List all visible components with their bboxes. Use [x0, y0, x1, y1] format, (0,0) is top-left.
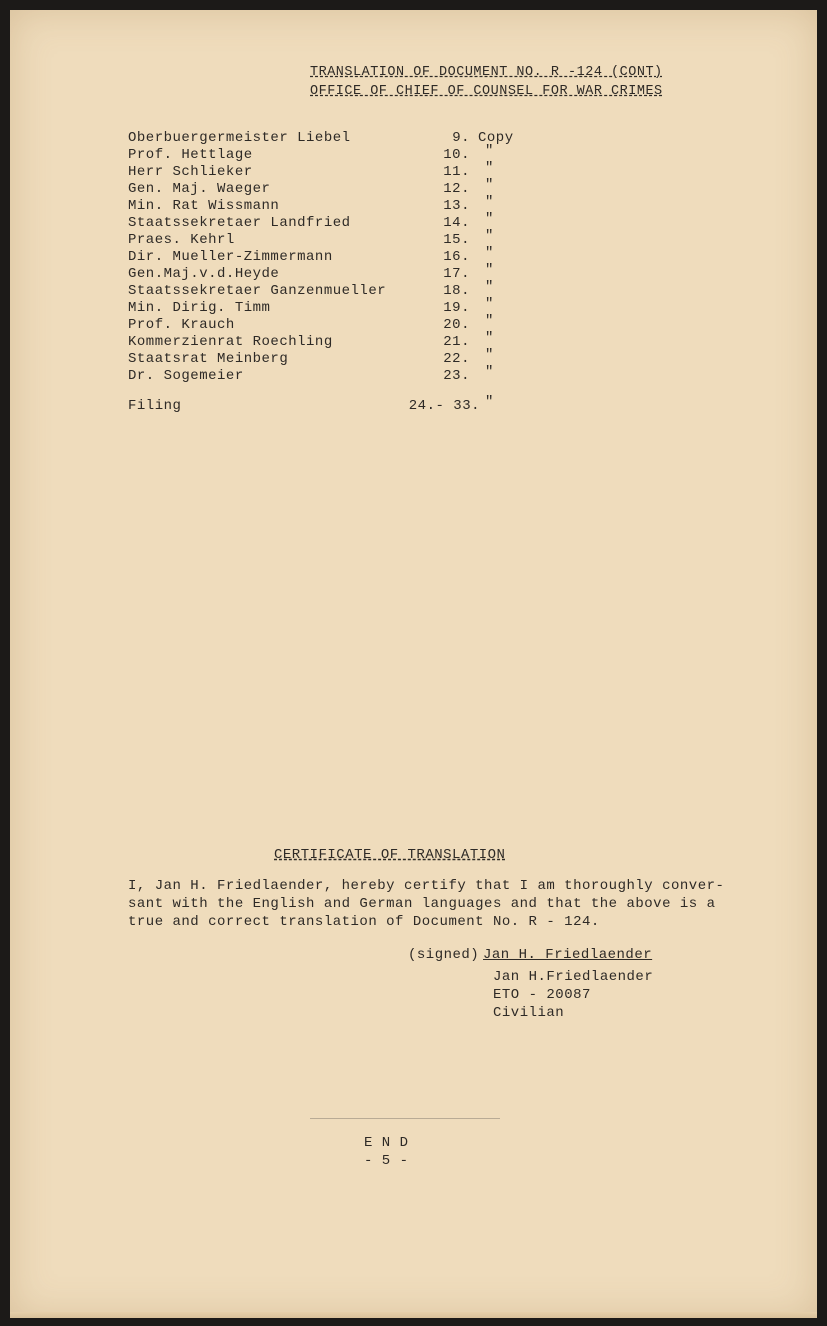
filing-name: Filing: [128, 398, 182, 414]
distribution-ditto-mark: ": [485, 194, 494, 210]
distribution-ditto-mark: ": [485, 177, 494, 193]
eto-number: ETO - 20087: [493, 987, 591, 1003]
end-marker: E N D: [364, 1135, 409, 1151]
distribution-name: Prof. Krauch: [128, 317, 235, 333]
signed-name: Jan H. Friedlaender: [483, 947, 653, 963]
distribution-name: Min. Rat Wissmann: [128, 198, 280, 214]
distribution-ditto-mark: ": [485, 347, 494, 363]
distribution-copy-number: 14.: [443, 215, 470, 231]
distribution-copy-number: 16.: [443, 249, 470, 265]
distribution-copy-number: 21.: [443, 334, 470, 350]
distribution-ditto-mark: ": [485, 364, 494, 380]
distribution-name: Praes. Kehrl: [128, 232, 235, 248]
signed-label: (signed): [408, 947, 480, 963]
distribution-ditto-mark: ": [485, 143, 494, 159]
distribution-name: Min. Dirig. Timm: [128, 300, 271, 316]
distribution-ditto-mark: ": [485, 296, 494, 312]
distribution-name: Prof. Hettlage: [128, 147, 253, 163]
page-bottom-edge: [10, 1312, 817, 1318]
distribution-ditto-mark: ": [485, 313, 494, 329]
distribution-copy-number: 19.: [443, 300, 470, 316]
certificate-title: CERTIFICATE OF TRANSLATION: [274, 847, 506, 863]
distribution-name: Kommerzienrat Roechling: [128, 334, 333, 350]
filing-ditto-mark: ": [485, 394, 494, 410]
header-office: OFFICE OF CHIEF OF COUNSEL FOR WAR CRIMES: [310, 84, 663, 99]
distribution-name: Dr. Sogemeier: [128, 368, 244, 384]
certificate-line-3: true and correct translation of Document No. R - 124.: [128, 914, 600, 930]
distribution-name: Staatsrat Meinberg: [128, 351, 289, 367]
certificate-line-2: sant with the English and German languages and that the above is a: [128, 896, 716, 912]
distribution-name: Gen.Maj.v.d.Heyde: [128, 266, 280, 282]
distribution-ditto-mark: ": [485, 245, 494, 261]
header-document-number: TRANSLATION OF DOCUMENT NO. R -124 (CONT): [310, 65, 663, 80]
document-page: [10, 10, 817, 1318]
distribution-copy-number: 17.: [443, 266, 470, 282]
distribution-copy-number: 9.: [452, 130, 470, 146]
distribution-copy-number: 20.: [443, 317, 470, 333]
distribution-copy-number: 23.: [443, 368, 470, 384]
distribution-copy-number: 18.: [443, 283, 470, 299]
distribution-copy-number: 15.: [443, 232, 470, 248]
distribution-copy-number: 12.: [443, 181, 470, 197]
distribution-name: Gen. Maj. Waeger: [128, 181, 271, 197]
distribution-ditto-mark: ": [485, 330, 494, 346]
distribution-name: Dir. Mueller-Zimmermann: [128, 249, 333, 265]
typed-name: Jan H.Friedlaender: [493, 969, 654, 985]
distribution-copy-number: 10.: [443, 147, 470, 163]
distribution-name: Herr Schlieker: [128, 164, 253, 180]
filing-number: 24.- 33.: [408, 398, 480, 414]
distribution-name: Staatssekretaer Landfried: [128, 215, 351, 231]
certificate-line-1: I, Jan H. Friedlaender, hereby certify that I am thoroughly conver-: [128, 878, 725, 894]
distribution-ditto-mark: ": [485, 262, 494, 278]
distribution-ditto-mark: ": [485, 160, 494, 176]
distribution-copy-label: Copy: [478, 130, 514, 146]
distribution-ditto-mark: ": [485, 228, 494, 244]
distribution-ditto-mark: ": [485, 211, 494, 227]
overstruck-line: [310, 1118, 500, 1119]
civilian-status: Civilian: [493, 1005, 565, 1021]
distribution-copy-number: 22.: [443, 351, 470, 367]
distribution-ditto-mark: ": [485, 279, 494, 295]
distribution-copy-number: 11.: [443, 164, 470, 180]
distribution-name: Staatssekretaer Ganzenmueller: [128, 283, 387, 299]
distribution-name: Oberbuergermeister Liebel: [128, 130, 351, 146]
page-number: - 5 -: [364, 1153, 409, 1169]
distribution-copy-number: 13.: [443, 198, 470, 214]
